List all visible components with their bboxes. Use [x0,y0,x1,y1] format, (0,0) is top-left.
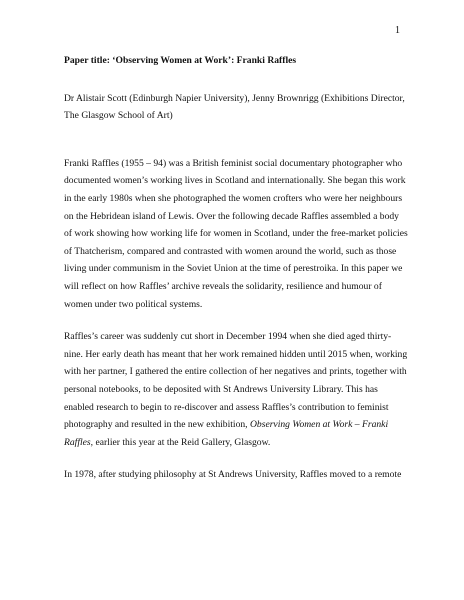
authors-block [64,90,404,125]
page-number: 1 [395,25,400,36]
paragraph-line: Franki Raffles (1955 – 94) was a British feminist social documentary photographer who [64,157,403,169]
paragraph-line: documented women’s working lives in Scotland and internationally. She began this work [64,175,406,187]
paragraph-line: of Thatcherism, compared and contrasted with women around the world, such as those [64,245,397,257]
paragraph-line: nine. Her early death has meant that her work remained hidden until 2015 when, working [64,348,408,360]
paragraph-line: in the early 1980s when she photographed the women crofters who were her neighbours [64,192,403,204]
paragraph-intro [64,155,408,313]
paragraph-text: earlier this year at the Reid Gallery, Glasgow. [93,436,271,448]
paragraph-line: In 1978, after studying philosophy at St Andrews University, Raffles moved to a remote [64,469,402,481]
paragraph-line: of work showing how working life for women in Scotland, under the free-market policies [64,228,408,240]
paragraph-line: living under communism in the Soviet Union at the time of perestroika. In this paper we [64,263,403,275]
paragraph-1978 [64,466,404,484]
paragraph-line [64,434,404,452]
paragraph-line: with her partner, I gathered the entire collection of her negatives and prints, together with [64,366,407,378]
paper-title: Paper title: ‘Observing Women at Work’: Franki Raffles [64,55,297,66]
paragraph-line: on the Hebridean island of Lewis. Over the following decade Raffles assembled a body [64,210,399,222]
exhibition-title: Raffles, [64,436,94,448]
paragraph-text: photography and resulted in the new exhibition, [64,419,250,431]
paragraph-line: women under two political systems. [64,298,203,310]
paragraph-line: enabled research to begin to re-discover and assess Raffles’s contribution to feminist [64,401,389,413]
paragraph-line: Raffles’s career was suddenly cut short in December 1994 when she died aged thirty- [64,331,392,343]
authors-line: The Glasgow School of Art) [64,110,173,122]
paragraph-line [64,416,404,434]
paragraph-career [64,328,408,451]
exhibition-title: Observing Women at Work – Franki [249,419,389,431]
document-body [64,52,408,499]
paragraph-line: personal notebooks, to be deposited with St Andrews University Library. This has [64,383,378,395]
paragraph-line: will reflect on how Raffles’ archive reveals the solidarity, resilience and humour of [64,280,382,292]
authors-line: Dr Alistair Scott (Edinburgh Napier University), Jenny Brownrigg (Exhibitions Director, [64,92,405,104]
